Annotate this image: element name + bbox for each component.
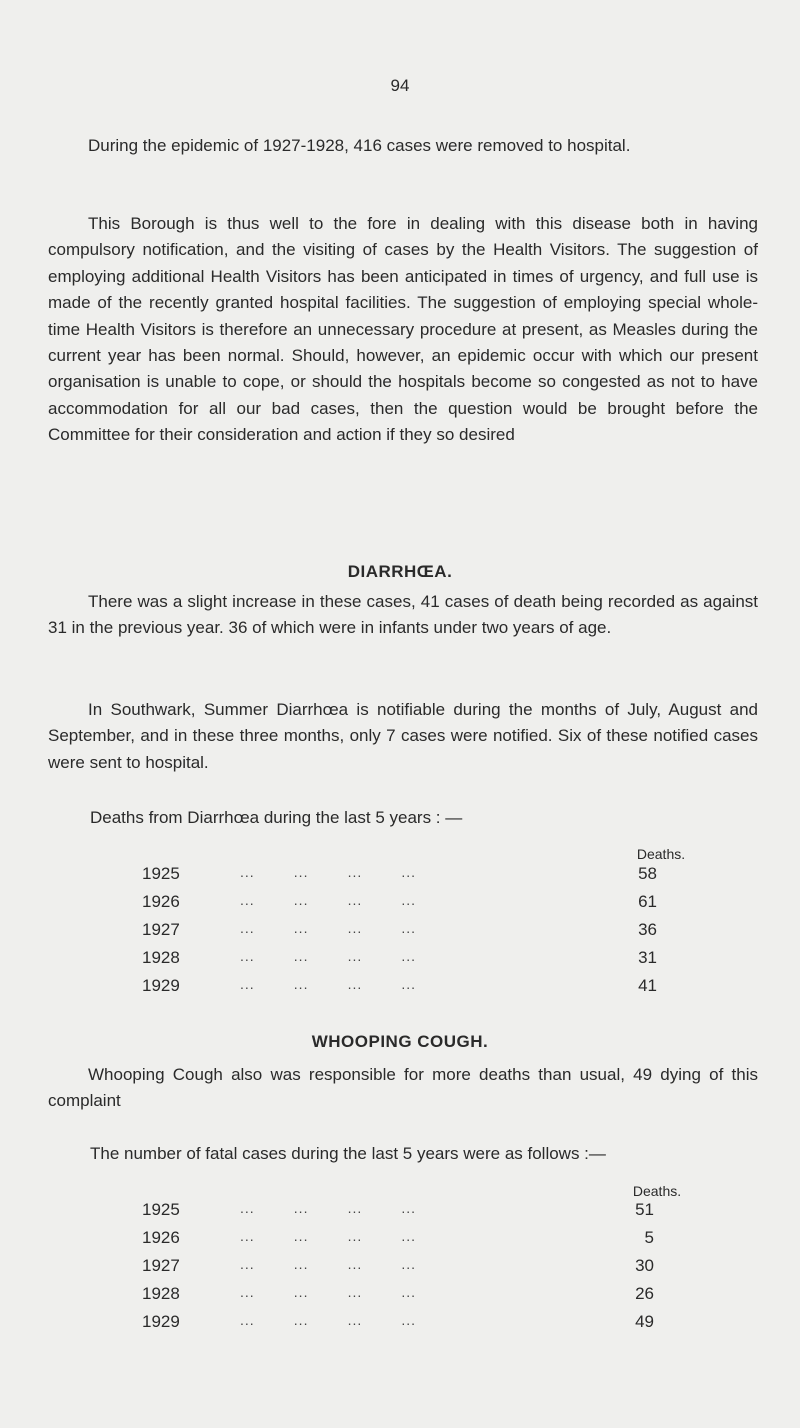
- leader-dots: ... ... ... ...: [240, 1284, 417, 1300]
- table-row: [0, 864, 800, 892]
- diarrhoea-paragraph-2: In Southwark, Summer Diarrhœa is notifiable during the months of July, August and September, and in these three months, only 7 cases were notified. Six of these notified cases were sent to hospital.: [48, 700, 758, 772]
- table-row: [0, 1228, 800, 1256]
- table-row: [0, 976, 800, 1004]
- table-row: [0, 1256, 800, 1284]
- year-cell: 1926: [142, 892, 180, 911]
- year-cell: 1928: [142, 1284, 180, 1303]
- table-row: [0, 892, 800, 920]
- deaths-cell: 36: [638, 920, 657, 939]
- leader-dots: ... ... ... ...: [240, 1312, 417, 1328]
- deaths-cell: 58: [638, 864, 657, 883]
- diarrhoea-paragraph-1: There was a slight increase in these cases, 41 cases of death being recorded as against 31 in the previous year. 36 of which were in infants under two years of age.: [48, 592, 758, 638]
- epidemic-paragraph: During the epidemic of 1927-1928, 416 cases were removed to hospital.: [88, 136, 631, 155]
- deaths-cell: 31: [638, 948, 657, 967]
- leader-dots: ... ... ... ...: [240, 864, 417, 880]
- whooping-cough-paragraph: Whooping Cough also was responsible for more deaths than usual, 49 dying of this complaint: [48, 1065, 758, 1111]
- year-cell: 1925: [142, 864, 180, 883]
- year-cell: 1929: [142, 1312, 180, 1331]
- table-row: [0, 1200, 800, 1228]
- leader-dots: ... ... ... ...: [240, 976, 417, 992]
- year-cell: 1925: [142, 1200, 180, 1219]
- leader-dots: ... ... ... ...: [240, 920, 417, 936]
- diarrhoea-deaths-header: Deaths.: [636, 846, 686, 862]
- borough-paragraph: This Borough is thus well to the fore in dealing with this disease both in having compulsory notification, and the visiting of cases by the Health Visitors. The suggestion of employing additional Health Visitors has been anticipated in times of urgency, and full use is made of the recently granted hospital facilities. The suggestion of employing special whole-time Health Visitors is therefore an unnecessary procedure at present, as Measles during the current year has been normal. Should, however, an epidemic occur with which our present organisation is unable to cope, or should the hospitals become so congested as not to have accommodation for all our bad cases, then the question would be brought before the Committee for their consideration and action if they so desired: [48, 214, 758, 445]
- table-row: [0, 1312, 800, 1340]
- deaths-cell: 5: [644, 1228, 654, 1247]
- deaths-cell: 61: [638, 892, 657, 911]
- table-row: [0, 1284, 800, 1312]
- table-row: [0, 948, 800, 976]
- whooping-cough-heading: WHOOPING COUGH.: [311, 1032, 489, 1051]
- year-cell: 1929: [142, 976, 180, 995]
- whooping-cough-deaths-header: Deaths.: [632, 1183, 682, 1199]
- leader-dots: ... ... ... ...: [240, 1228, 417, 1244]
- deaths-cell: 26: [635, 1284, 654, 1303]
- page-number: 94: [390, 76, 410, 95]
- deaths-cell: 49: [635, 1312, 654, 1331]
- year-cell: 1927: [142, 1256, 180, 1275]
- deaths-cell: 41: [638, 976, 657, 995]
- whooping-cough-table-intro: The number of fatal cases during the last 5 years were as follows :—: [90, 1144, 606, 1163]
- diarrhoea-table-intro: Deaths from Diarrhœa during the last 5 years : —: [90, 808, 463, 827]
- year-cell: 1928: [142, 948, 180, 967]
- year-cell: 1926: [142, 1228, 180, 1247]
- leader-dots: ... ... ... ...: [240, 1200, 417, 1216]
- diarrhoea-heading: DIARRHŒA.: [347, 562, 453, 581]
- deaths-cell: 51: [635, 1200, 654, 1219]
- table-row: [0, 920, 800, 948]
- year-cell: 1927: [142, 920, 180, 939]
- leader-dots: ... ... ... ...: [240, 1256, 417, 1272]
- leader-dots: ... ... ... ...: [240, 892, 417, 908]
- deaths-cell: 30: [635, 1256, 654, 1275]
- leader-dots: ... ... ... ...: [240, 948, 417, 964]
